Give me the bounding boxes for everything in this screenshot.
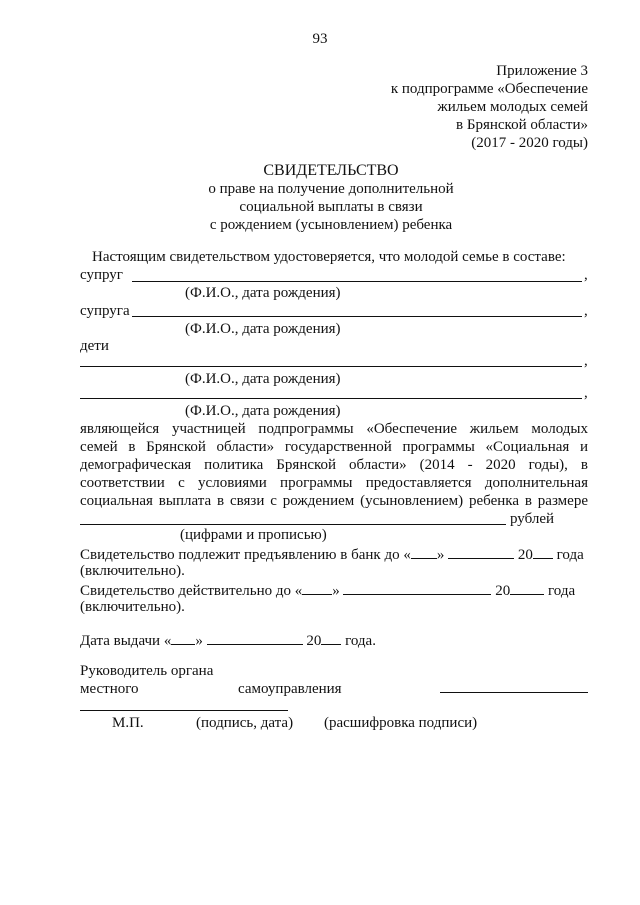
intro-text: Настоящим свидетельством удостоверяется, что молодой семье в составе: (92, 249, 566, 265)
wife-comma: , (584, 303, 588, 319)
issue-line (80, 630, 376, 650)
wife-label: супруга (80, 303, 130, 319)
valid-month-field[interactable] (343, 580, 491, 595)
body-line-2: семей в Брянской области» государственной программы «Социальная и (80, 439, 588, 455)
decoding-field[interactable] (440, 692, 588, 693)
valid-incl: (включительно). (80, 599, 185, 615)
issue-year-field[interactable] (321, 630, 341, 645)
appendix-line-4: в Брянской области» (456, 117, 588, 133)
valid-year-prefix: 20 (495, 583, 511, 599)
body-line-1: являющейся участницей подпрограммы «Обеспечение жильем молодых (80, 421, 588, 437)
husband-hint: (Ф.И.О., дата рождения) (185, 285, 341, 301)
bank-line-prefix: Свидетельство подлежит предъявлению в банк до « (80, 547, 411, 563)
appendix-line-3: жильем молодых семей (437, 99, 588, 115)
child-2-field[interactable] (80, 398, 582, 399)
rubles-label: рублей (510, 511, 555, 527)
wife-hint: (Ф.И.О., дата рождения) (185, 321, 341, 337)
bank-year-field[interactable] (533, 544, 553, 559)
signatory-line-1: Руководитель органа (80, 663, 214, 679)
child-2-comma: , (584, 385, 588, 401)
child-1-comma: , (584, 353, 588, 369)
body-line-3: демографическая политика Брянской области» (2014 - 2020 годы), в (80, 457, 588, 473)
bank-line (80, 544, 584, 564)
issue-year-prefix: 20 (306, 633, 322, 649)
signatory-word-1: местного (80, 681, 139, 697)
document-title: СВИДЕТЕЛЬСТВО (263, 162, 399, 179)
appendix-line-2: к подпрограмме «Обеспечение (390, 81, 588, 97)
title-line-3: социальной выплаты в связи (239, 199, 423, 215)
body-line-4: соответствии с условиями программы предоставляется дополнительная (80, 475, 588, 491)
valid-day-field[interactable] (302, 580, 332, 595)
appendix-line-1: Приложение 3 (496, 63, 588, 79)
signatory-word-2: самоуправления (238, 681, 342, 697)
title-line-2: о праве на получение дополнительной (208, 181, 454, 197)
husband-field[interactable] (132, 281, 582, 282)
bank-year-suffix: года (556, 547, 584, 563)
bank-month-field[interactable] (448, 544, 514, 559)
husband-comma: , (584, 267, 588, 283)
title-line-4: с рождением (усыновлением) ребенка (209, 217, 453, 233)
valid-year-field[interactable] (510, 580, 544, 595)
husband-label: супруг (80, 267, 123, 283)
body-line-5: социальная выплата в связи с рождением (усыновлением) ребенка в размере (80, 493, 588, 509)
child-2-hint: (Ф.И.О., дата рождения) (185, 403, 341, 419)
issue-day-field[interactable] (171, 630, 195, 645)
child-1-field[interactable] (80, 366, 582, 367)
valid-line (80, 580, 575, 600)
amount-field[interactable] (80, 524, 506, 525)
bank-day-field[interactable] (411, 544, 437, 559)
valid-line-prefix: Свидетельство действительно до « (80, 583, 303, 599)
issue-line-prefix: Дата выдачи « (80, 633, 172, 649)
bank-incl: (включительно). (80, 563, 185, 579)
wife-field[interactable] (132, 316, 582, 317)
page-number: 93 (312, 31, 328, 47)
decoding-hint: (расшифровка подписи) (324, 715, 478, 731)
issue-quote-close: » (195, 633, 203, 649)
amount-hint: (цифрами и прописью) (180, 527, 327, 543)
appendix-line-5: (2017 - 2020 годы) (471, 135, 588, 151)
issue-year-suffix: года. (345, 633, 376, 649)
valid-quote-close: » (332, 583, 340, 599)
bank-year-prefix: 20 (517, 547, 533, 563)
bank-quote-close: » (436, 547, 445, 563)
signature-field[interactable] (80, 710, 288, 711)
stamp-label: М.П. (112, 715, 144, 731)
valid-year-suffix: года (547, 583, 576, 599)
signature-hint: (подпись, дата) (196, 715, 294, 731)
child-1-hint: (Ф.И.О., дата рождения) (185, 371, 341, 387)
issue-month-field[interactable] (207, 630, 303, 645)
children-label: дети (80, 338, 109, 354)
